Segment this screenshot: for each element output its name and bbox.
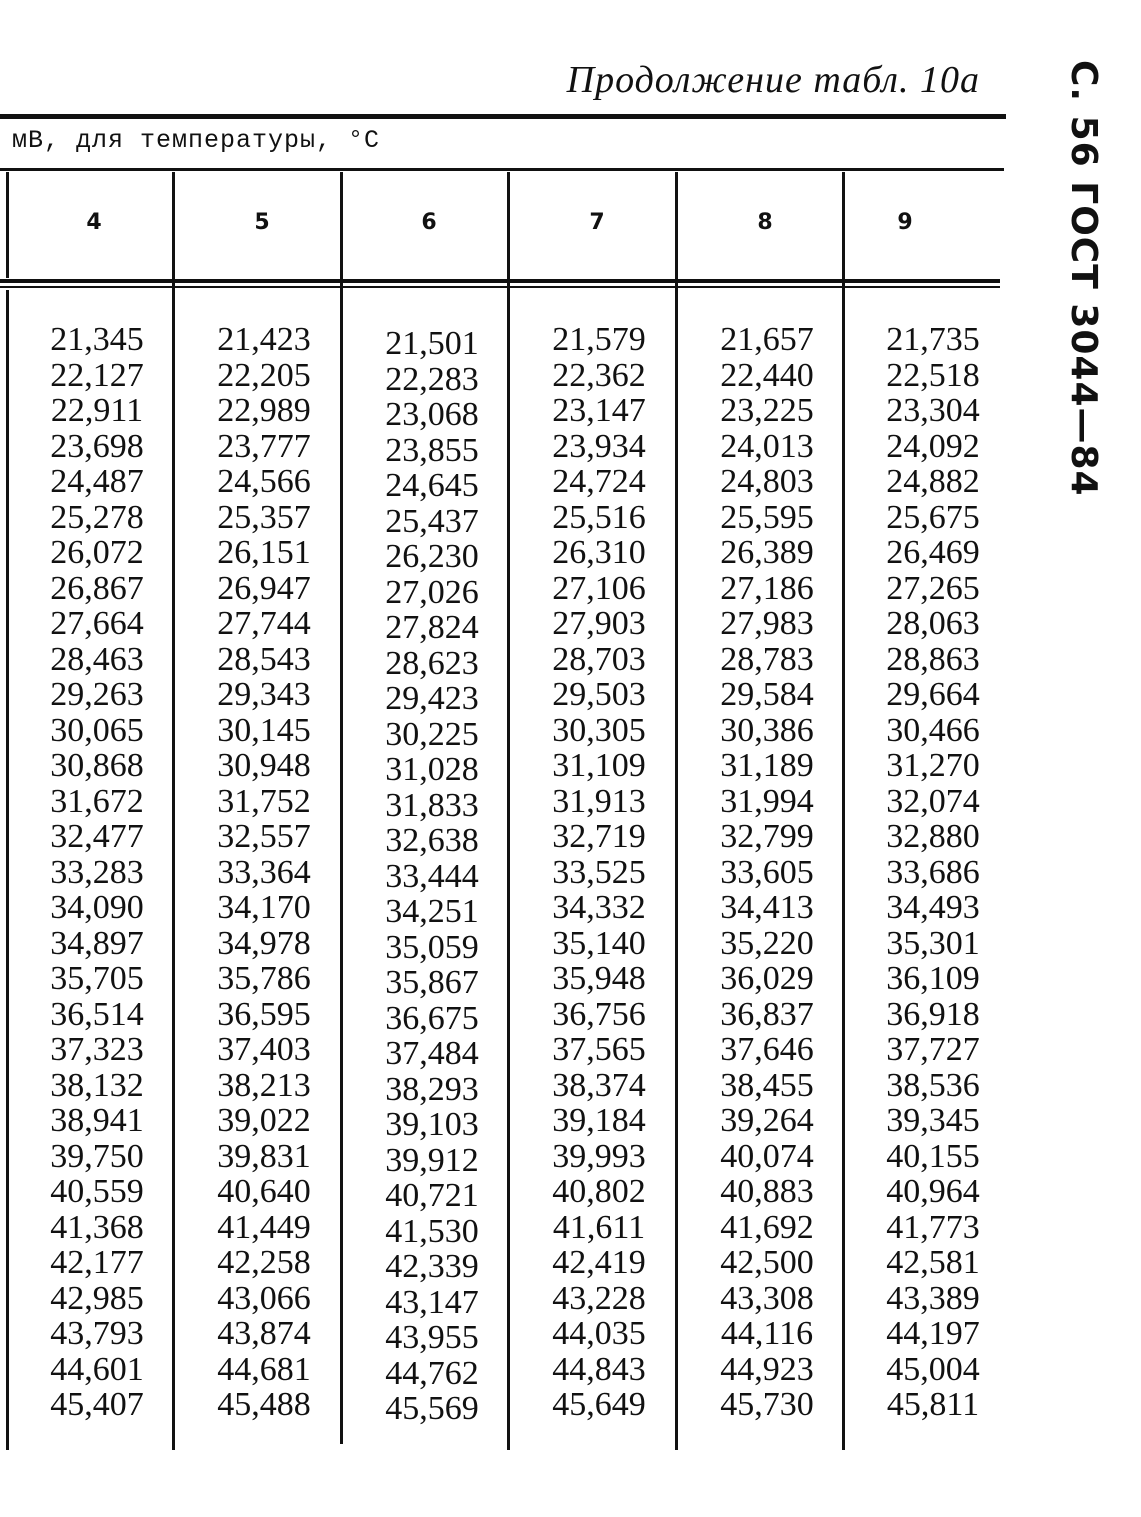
table-cell: 38,213 (217, 1066, 311, 1104)
table-cell: 28,863 (886, 640, 980, 678)
table-cell: 27,026 (385, 573, 479, 611)
table-cell: 40,802 (552, 1173, 646, 1210)
table-cell: 41,449 (217, 1208, 311, 1246)
table-cell: 40,155 (886, 1137, 980, 1175)
table-cell: 28,063 (886, 605, 980, 642)
table-cell: 32,638 (385, 822, 479, 859)
table-cell: 35,867 (385, 964, 479, 1001)
value-column-5 (189, 322, 339, 1423)
table-cell: 30,868 (50, 747, 144, 784)
table-cell: 28,543 (217, 640, 311, 678)
table-cell: 36,109 (886, 960, 980, 997)
table-subtitle: мВ, для температуры, °С (12, 126, 381, 155)
table-cell: 30,065 (50, 711, 144, 749)
table-cell: 21,423 (217, 321, 311, 358)
table-cell: 43,874 (217, 1315, 311, 1352)
side-page-label (1060, 60, 1120, 497)
table-cell: 35,948 (552, 960, 646, 997)
table-cell: 24,487 (50, 463, 144, 500)
table-cell: 27,744 (217, 605, 311, 642)
table-cell: 21,345 (50, 321, 144, 358)
table-cell: 40,883 (720, 1173, 814, 1210)
table-cell: 39,103 (385, 1106, 479, 1143)
table-cell: 32,477 (50, 818, 144, 855)
value-column-6 (357, 326, 507, 1427)
table-cell: 37,484 (385, 1035, 479, 1072)
table-cell: 27,983 (720, 605, 814, 642)
table-cell: 33,444 (385, 857, 479, 895)
top-rule (0, 114, 1006, 119)
table-cell: 31,028 (385, 751, 479, 788)
table-cell: 45,730 (720, 1386, 814, 1423)
table-cell: 36,837 (720, 995, 814, 1033)
table-cell: 45,649 (552, 1386, 646, 1423)
table-cell: 29,503 (552, 676, 646, 713)
table-cell: 41,692 (720, 1208, 814, 1246)
table-cell: 36,918 (886, 995, 980, 1033)
table-cell: 31,913 (552, 782, 646, 820)
table-cell: 44,601 (50, 1350, 144, 1388)
table-cell: 32,074 (886, 782, 980, 820)
table-cell: 37,727 (886, 1031, 980, 1068)
table-cell: 23,777 (217, 427, 311, 465)
table-cell: 38,293 (385, 1070, 479, 1108)
table-cell: 24,092 (886, 427, 980, 465)
table-cell: 45,569 (385, 1390, 479, 1427)
table-cell: 36,029 (720, 960, 814, 997)
table-cell: 27,265 (886, 569, 980, 607)
table-cell: 42,258 (217, 1244, 311, 1281)
table-cell: 32,799 (720, 818, 814, 855)
table-cell: 36,595 (217, 995, 311, 1033)
table-cell: 43,066 (217, 1279, 311, 1317)
table-cell: 45,488 (217, 1386, 311, 1423)
table-cell: 32,880 (886, 818, 980, 855)
table-cell: 34,897 (50, 924, 144, 962)
table-cell: 26,310 (552, 534, 646, 571)
table-cell: 25,278 (50, 498, 144, 536)
table-cell: 26,151 (217, 534, 311, 571)
table-cell: 44,843 (552, 1350, 646, 1388)
column-header-6: 6 (421, 210, 437, 235)
table-cell: 23,934 (552, 427, 646, 465)
table-cell: 36,514 (50, 995, 144, 1033)
table-cell: 39,184 (552, 1102, 646, 1139)
table-cell: 29,664 (886, 676, 980, 713)
table-cell: 35,059 (385, 928, 479, 966)
table-cell: 29,584 (720, 676, 814, 713)
table-cell: 23,068 (385, 396, 479, 433)
table-cell: 41,611 (552, 1208, 646, 1246)
table-cell: 41,530 (385, 1212, 479, 1250)
table-cell: 42,581 (886, 1244, 980, 1281)
table-cell: 24,013 (720, 427, 814, 465)
table-cell: 45,004 (886, 1350, 980, 1388)
table-cell: 43,147 (385, 1283, 479, 1321)
table-cell: 31,833 (385, 786, 479, 824)
table-cell: 27,824 (385, 609, 479, 646)
table-cell: 40,721 (385, 1177, 479, 1214)
header-separator (0, 279, 1000, 283)
table-cell: 36,675 (385, 999, 479, 1037)
column-divider (6, 172, 9, 278)
table-cell: 25,516 (552, 498, 646, 536)
table-cell: 33,686 (886, 853, 980, 891)
table-cell: 33,283 (50, 853, 144, 891)
table-cell: 29,263 (50, 676, 144, 713)
column-header-5: 5 (254, 210, 270, 235)
table-cell: 30,948 (217, 747, 311, 784)
table-cell: 31,189 (720, 747, 814, 784)
table-cell: 26,072 (50, 534, 144, 571)
table-cell: 32,557 (217, 818, 311, 855)
table-cell: 43,308 (720, 1279, 814, 1317)
table-cell: 44,762 (385, 1354, 479, 1392)
table-cell: 34,332 (552, 889, 646, 926)
table-cell: 42,500 (720, 1244, 814, 1281)
table-cell: 21,657 (720, 321, 814, 358)
value-column-7 (524, 322, 674, 1423)
header-rule (0, 168, 1004, 171)
table-cell: 34,170 (217, 889, 311, 926)
table-cell: 36,756 (552, 995, 646, 1033)
table-cell: 39,831 (217, 1137, 311, 1175)
table-cell: 43,793 (50, 1315, 144, 1352)
table-cell: 24,882 (886, 463, 980, 500)
table-cell: 27,186 (720, 569, 814, 607)
table-cell: 31,270 (886, 747, 980, 784)
table-cell: 33,605 (720, 853, 814, 891)
table-cell: 42,339 (385, 1248, 479, 1285)
table-cell: 34,413 (720, 889, 814, 926)
table-cell: 35,786 (217, 960, 311, 997)
table-cell: 31,672 (50, 782, 144, 820)
table-cell: 22,440 (720, 356, 814, 394)
table-cell: 44,923 (720, 1350, 814, 1388)
table-cell: 30,225 (385, 715, 479, 753)
table-cell: 28,703 (552, 640, 646, 678)
table-cell: 27,903 (552, 605, 646, 642)
side-label-text: С. 56 ГОСТ 3044—84 (1063, 60, 1104, 497)
column-divider (340, 172, 343, 1444)
table-cell: 38,374 (552, 1066, 646, 1104)
table-cell: 40,559 (50, 1173, 144, 1210)
table-cell: 27,106 (552, 569, 646, 607)
table-cell: 34,493 (886, 889, 980, 926)
table-cell: 38,536 (886, 1066, 980, 1104)
table-cell: 30,145 (217, 711, 311, 749)
table-cell: 44,035 (552, 1315, 646, 1352)
table-cell: 24,724 (552, 463, 646, 500)
column-header-4: 4 (86, 210, 102, 235)
table-cell: 24,566 (217, 463, 311, 500)
table-cell: 30,466 (886, 711, 980, 749)
column-divider (507, 172, 510, 1450)
table-cell: 37,646 (720, 1031, 814, 1068)
column-divider (172, 172, 175, 1450)
table-cell: 35,301 (886, 924, 980, 962)
table-cell: 38,941 (50, 1102, 144, 1139)
table-cell: 25,357 (217, 498, 311, 536)
table-cell: 22,989 (217, 392, 311, 429)
table-cell: 26,867 (50, 569, 144, 607)
table-cell: 35,705 (50, 960, 144, 997)
table-cell: 22,362 (552, 356, 646, 394)
table-cell: 39,750 (50, 1137, 144, 1175)
table-cell: 28,463 (50, 640, 144, 678)
table-cell: 23,698 (50, 427, 144, 465)
table-cell: 41,773 (886, 1208, 980, 1246)
table-cell: 42,985 (50, 1279, 144, 1317)
table-cell: 24,645 (385, 467, 479, 504)
table-cell: 29,343 (217, 676, 311, 713)
table-cell: 44,197 (886, 1315, 980, 1352)
continuation-title: Продолжение табл. 10а (566, 59, 980, 101)
table-cell: 30,386 (720, 711, 814, 749)
table-cell: 39,993 (552, 1137, 646, 1175)
table-cell: 22,127 (50, 356, 144, 394)
table-cell: 39,912 (385, 1141, 479, 1179)
table-cell: 22,911 (50, 392, 144, 429)
header-separator-thin (0, 286, 1000, 288)
table-cell: 27,664 (50, 605, 144, 642)
value-column-9 (858, 322, 1008, 1423)
table-cell: 26,230 (385, 538, 479, 575)
table-cell: 34,978 (217, 924, 311, 962)
table-cell: 31,109 (552, 747, 646, 784)
table-cell: 43,228 (552, 1279, 646, 1317)
column-divider (842, 172, 845, 1450)
table-cell: 25,675 (886, 498, 980, 536)
table-cell: 42,419 (552, 1244, 646, 1281)
table-cell: 35,220 (720, 924, 814, 962)
table-cell: 40,074 (720, 1137, 814, 1175)
table-cell: 28,783 (720, 640, 814, 678)
table-cell: 22,283 (385, 360, 479, 398)
table-cell: 34,090 (50, 889, 144, 926)
table-cell: 26,389 (720, 534, 814, 571)
table-cell: 44,681 (217, 1350, 311, 1388)
table-cell: 37,565 (552, 1031, 646, 1068)
table-cell: 25,595 (720, 498, 814, 536)
table-cell: 39,264 (720, 1102, 814, 1139)
table-cell: 45,407 (50, 1386, 144, 1423)
table-cell: 21,735 (886, 321, 980, 358)
table-cell: 21,579 (552, 321, 646, 358)
table-cell: 34,251 (385, 893, 479, 930)
table-cell: 26,947 (217, 569, 311, 607)
table-cell: 40,964 (886, 1173, 980, 1210)
table-cell: 42,177 (50, 1244, 144, 1281)
table-cell: 31,994 (720, 782, 814, 820)
table-cell: 41,368 (50, 1208, 144, 1246)
column-header-7: 7 (589, 210, 605, 235)
table-cell: 21,501 (385, 325, 479, 362)
table-cell: 22,518 (886, 356, 980, 394)
value-column-8 (692, 322, 842, 1423)
table-cell: 43,955 (385, 1319, 479, 1356)
column-header-9: 9 (897, 210, 913, 235)
table-cell: 23,855 (385, 431, 479, 469)
table-cell: 43,389 (886, 1279, 980, 1317)
table-cell: 39,345 (886, 1102, 980, 1139)
table-cell: 26,469 (886, 534, 980, 571)
column-header-8: 8 (757, 210, 773, 235)
table-cell: 39,022 (217, 1102, 311, 1139)
value-column-4 (22, 322, 172, 1423)
table-cell: 38,455 (720, 1066, 814, 1104)
table-cell: 32,719 (552, 818, 646, 855)
table-cell: 28,623 (385, 644, 479, 682)
table-cell: 38,132 (50, 1066, 144, 1104)
table-cell: 24,803 (720, 463, 814, 500)
table-cell: 31,752 (217, 782, 311, 820)
table-cell: 23,304 (886, 392, 980, 429)
table-cell: 45,811 (886, 1386, 980, 1423)
table-cell: 40,640 (217, 1173, 311, 1210)
table-cell: 25,437 (385, 502, 479, 540)
table-cell: 23,225 (720, 392, 814, 429)
table-cell: 35,140 (552, 924, 646, 962)
table-cell: 44,116 (720, 1315, 814, 1352)
table-cell: 33,364 (217, 853, 311, 891)
table-cell: 22,205 (217, 356, 311, 394)
table-cell: 29,423 (385, 680, 479, 717)
table-cell: 37,403 (217, 1031, 311, 1068)
table-cell: 23,147 (552, 392, 646, 429)
table-cell: 33,525 (552, 853, 646, 891)
table-cell: 30,305 (552, 711, 646, 749)
table-cell: 37,323 (50, 1031, 144, 1068)
column-divider (675, 172, 678, 1450)
column-divider (6, 290, 9, 1450)
